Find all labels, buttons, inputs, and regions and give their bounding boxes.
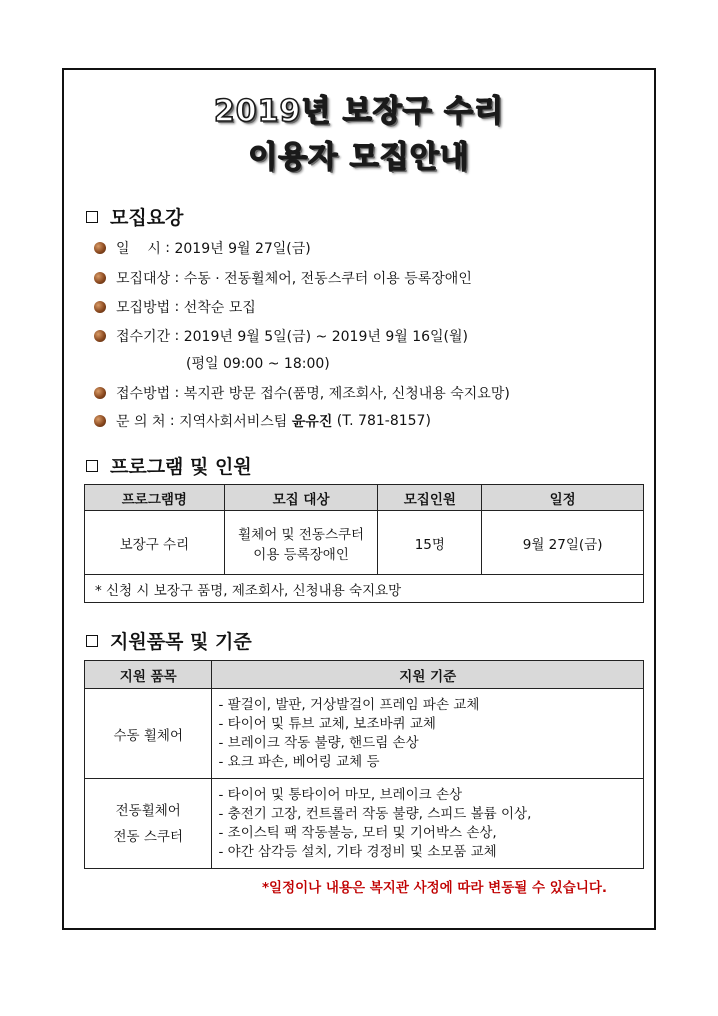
program-name: 보장구 수리 xyxy=(85,511,225,575)
info-value: 선착순 모집 xyxy=(183,300,256,316)
info-item-contact: 문 의 처 : 지역사회서비스팀 윤유진 (T. 781-8157) xyxy=(94,411,431,431)
info-item-period: 접수기간 : 2019년 9월 5일(금) ~ 2019년 9월 16일(월) xyxy=(94,326,468,346)
table-header-cell: 지원 기준 xyxy=(212,661,644,689)
section-heading-text: 모집요강 xyxy=(110,207,184,229)
support-item xyxy=(85,779,212,869)
table-header-cell: 모집 대상 xyxy=(224,485,378,511)
bullet-icon xyxy=(94,272,106,284)
support-item-line: 전동 스쿠터 xyxy=(113,828,183,845)
program-count: 15명 xyxy=(378,511,482,575)
info-value: 2019년 9월 5일(금) ~ 2019년 9월 16일(월) xyxy=(183,329,468,345)
contact-name: 윤유진 xyxy=(291,414,333,430)
program-target-line: 휠체어 및 전동스쿠터 xyxy=(238,526,365,543)
bullet-icon xyxy=(94,330,106,342)
section-heading-recruitment xyxy=(86,203,183,230)
criteria-line: - 팔걸이, 발판, 거상발걸이 프레임 파손 교체 xyxy=(218,696,480,713)
info-value: 복지관 방문 접수(품명, 제조회사, 신청내용 숙지요망) xyxy=(183,386,510,402)
support-criteria xyxy=(212,689,644,779)
criteria-line: - 야간 삼각등 설치, 기타 경정비 및 소모품 교체 xyxy=(218,843,497,860)
info-label: 모집대상 xyxy=(116,271,171,287)
criteria-line: - 타이어 및 통타이어 마모, 브레이크 손상 xyxy=(218,786,463,803)
support-criteria xyxy=(212,779,644,869)
program-table-header xyxy=(85,485,644,511)
table-header-cell: 지원 품목 xyxy=(85,661,212,689)
info-value: 2019년 9월 27일(금) xyxy=(174,241,311,257)
info-item-target: 모집대상 : 수동 · 전동휠체어, 전동스쿠터 이용 등록장애인 xyxy=(94,268,472,288)
square-icon xyxy=(86,211,98,223)
bullet-icon xyxy=(94,387,106,399)
section-heading-program xyxy=(86,452,252,479)
support-item-line: 전동휠체어 xyxy=(115,802,181,819)
support-item-line: 수동 휠체어 xyxy=(113,727,183,744)
table-note-row xyxy=(85,575,644,603)
section-heading-text: 지원품목 및 기준 xyxy=(110,631,252,653)
program-table xyxy=(84,484,644,603)
title-line-1: 2019년 보장구 수리 xyxy=(213,94,505,129)
info-hours: (평일 09:00 ~ 18:00) xyxy=(186,356,330,372)
table-header-cell: 프로그램명 xyxy=(85,485,225,511)
section-heading-text: 프로그램 및 인원 xyxy=(110,456,252,478)
criteria-line: - 요크 파손, 베어링 교체 등 xyxy=(218,753,380,770)
bullet-icon xyxy=(94,301,106,313)
info-label: 일 시 xyxy=(116,241,161,257)
criteria-line: - 충전기 고장, 컨트롤러 작동 불량, 스피드 볼륨 이상, xyxy=(218,805,532,822)
info-item-method: 모집방법 : 선착순 모집 xyxy=(94,297,256,317)
table-row xyxy=(85,689,644,779)
info-item-date: 일 시 : 2019년 9월 27일(금) xyxy=(94,238,311,258)
section-heading-support xyxy=(86,627,252,654)
square-icon xyxy=(86,460,98,472)
info-label: 모집방법 xyxy=(116,300,171,316)
criteria-line: - 타이어 및 튜브 교체, 보조바퀴 교체 xyxy=(218,715,436,732)
info-label: 접수방법 xyxy=(116,386,171,402)
criteria-line: - 브레이크 작동 불량, 핸드림 손상 xyxy=(218,734,419,751)
info-value: 수동 · 전동휠체어, 전동스쿠터 이용 등록장애인 xyxy=(183,271,472,287)
info-item-how: 접수방법 : 복지관 방문 접수(품명, 제조회사, 신청내용 숙지요망) xyxy=(94,383,510,403)
title-line-2: 이용자 모집안내 xyxy=(248,140,470,175)
table-header-cell: 모집인원 xyxy=(378,485,482,511)
support-item xyxy=(85,689,212,779)
program-note: * 신청 시 보장구 품명, 제조회사, 신청내용 숙지요망 xyxy=(85,575,644,603)
table-row xyxy=(85,511,644,575)
info-value: 지역사회서비스팀 xyxy=(179,414,292,430)
bullet-icon xyxy=(94,415,106,427)
info-label: 접수기간 xyxy=(116,329,171,345)
change-notice: *일정이나 내용은 복지관 사정에 따라 변동될 수 있습니다. xyxy=(262,880,608,896)
table-row xyxy=(85,779,644,869)
program-target xyxy=(224,511,378,575)
square-icon xyxy=(86,635,98,647)
contact-phone: (T. 781-8157) xyxy=(332,413,431,429)
support-table-header xyxy=(85,661,644,689)
info-label: 문 의 처 xyxy=(116,414,166,430)
criteria-line: - 조이스틱 팩 작동불능, 모터 및 기어박스 손상, xyxy=(218,824,497,841)
table-header-cell: 일정 xyxy=(482,485,644,511)
support-table xyxy=(84,660,644,869)
program-target-line: 이용 등록장애인 xyxy=(253,546,349,563)
bullet-icon xyxy=(94,242,106,254)
program-schedule: 9월 27일(금) xyxy=(482,511,644,575)
